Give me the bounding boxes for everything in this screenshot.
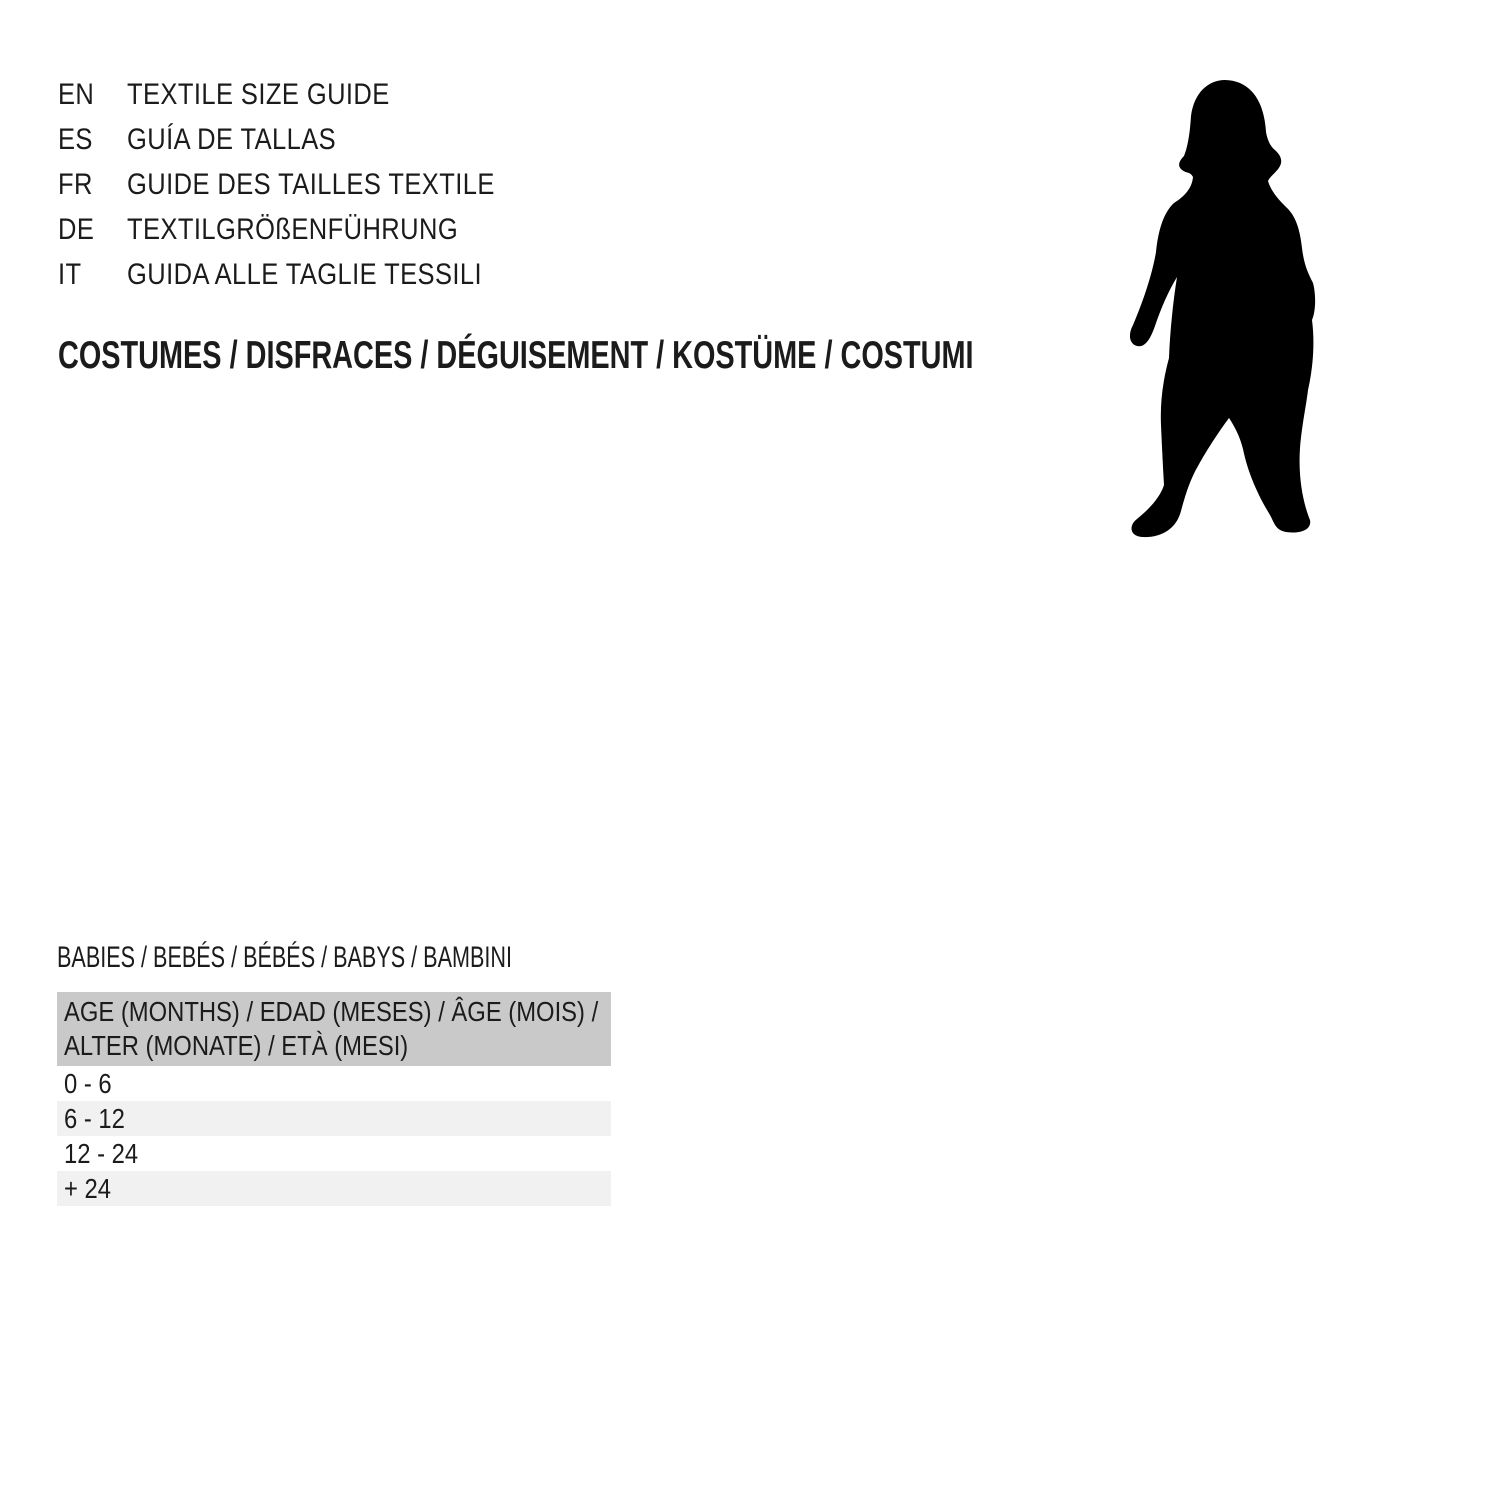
language-label: TEXTILE SIZE GUIDE xyxy=(127,78,390,111)
language-row-es xyxy=(58,117,560,162)
table-header-line-2: ALTER (MONATE) / ETÀ (MESI) xyxy=(64,1030,409,1061)
table-row-age-0-6: 0 - 6 xyxy=(57,1066,611,1101)
language-code: IT xyxy=(58,258,82,291)
baby-toddler-silhouette-icon xyxy=(1128,80,1316,540)
language-label: GUIDE DES TAILLES TEXTILE xyxy=(127,168,495,201)
language-label: TEXTILGRÖßENFÜHRUNG xyxy=(127,213,459,246)
language-code: DE xyxy=(58,213,95,246)
language-row-en xyxy=(58,72,560,117)
language-row-it xyxy=(58,252,560,297)
table-title: BABIES / BEBÉS / BÉBÉS / BABYS / BAMBINI xyxy=(57,941,512,974)
age-size-table xyxy=(57,992,611,1206)
language-label: GUÍA DE TALLAS xyxy=(127,123,337,156)
table-header xyxy=(57,992,611,1066)
table-row-age-24-plus: + 24 xyxy=(57,1171,611,1206)
table-row-age-6-12: 6 - 12 xyxy=(57,1101,611,1136)
language-row-fr xyxy=(58,162,560,207)
table-header-line-1: AGE (MONTHS) / EDAD (MESES) / ÂGE (MOIS) / xyxy=(64,996,599,1027)
language-code: EN xyxy=(58,78,95,111)
language-row-de xyxy=(58,207,560,252)
category-heading: COSTUMES / DISFRACES / DÉGUISEMENT / KOSTÜME / COSTUMI xyxy=(58,334,974,377)
language-code: ES xyxy=(58,123,93,156)
language-code: FR xyxy=(58,168,93,201)
language-label: GUIDA ALLE TAGLIE TESSILI xyxy=(127,258,483,291)
table-row-age-12-24: 12 - 24 xyxy=(57,1136,611,1171)
language-list xyxy=(58,72,560,297)
